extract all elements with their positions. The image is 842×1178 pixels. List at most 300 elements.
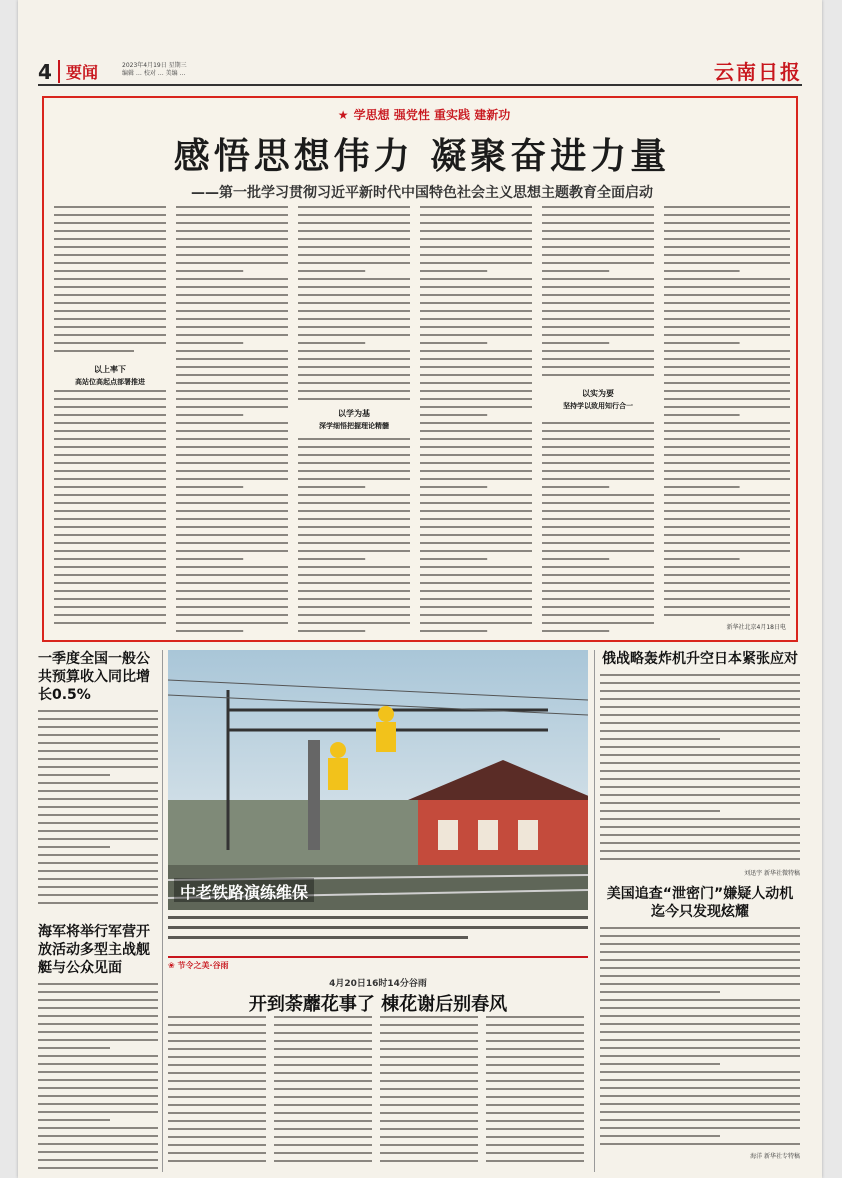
text-line: [600, 1119, 800, 1121]
text-line: [420, 230, 532, 232]
text-line: [600, 738, 720, 740]
text-line: [298, 294, 410, 296]
text-line: [380, 1056, 478, 1058]
text-line: [542, 230, 654, 232]
section-label: 要闻: [58, 60, 98, 83]
text-line: [664, 582, 790, 584]
body-text-placeholder: [176, 206, 288, 636]
text-line: [600, 826, 800, 828]
text-line: [168, 1144, 266, 1146]
text-line: [176, 222, 288, 224]
text-line: [420, 358, 532, 360]
text-line: [486, 1056, 584, 1058]
text-line: [176, 398, 288, 400]
text-line: [542, 294, 654, 296]
text-line: [298, 614, 410, 616]
text-line: [420, 342, 487, 344]
text-line: [274, 1136, 372, 1138]
text-line: [298, 278, 410, 280]
text-line: [176, 486, 243, 488]
text-line: [664, 438, 790, 440]
text-line: [542, 574, 654, 576]
date-line: 2023年4月19日 星期三: [122, 62, 187, 69]
text-line: [542, 318, 654, 320]
text-line: [380, 1040, 478, 1042]
text-line: [542, 622, 654, 624]
text-line: [298, 286, 410, 288]
text-line: [380, 1072, 478, 1074]
text-line: [542, 238, 654, 240]
text-line: [176, 566, 288, 568]
text-line: [542, 350, 654, 352]
text-line: [38, 742, 158, 744]
text-line: [420, 534, 532, 536]
text-line: [176, 278, 288, 280]
text-line: [168, 1152, 266, 1154]
text-line: [176, 454, 288, 456]
text-line: [274, 1016, 372, 1018]
text-line: [38, 1119, 110, 1121]
text-line: [298, 470, 410, 472]
text-line: [542, 334, 654, 336]
text-line: [420, 614, 532, 616]
text-line: [38, 822, 158, 824]
banner-text: 学思想 强党性 重实践 建新功: [353, 108, 511, 122]
text-line: [664, 342, 740, 344]
text-line: [176, 558, 243, 560]
text-line: [600, 674, 800, 676]
text-line: [486, 1112, 584, 1114]
text-line: [168, 1120, 266, 1122]
text-line: [600, 975, 800, 977]
text-line: [298, 334, 410, 336]
party-emblem-icon: ★: [337, 108, 349, 122]
text-line: [486, 1032, 584, 1034]
text-line: [420, 622, 532, 624]
text-line: [486, 1136, 584, 1138]
text-line: [542, 630, 609, 632]
text-line: [38, 894, 158, 896]
text-line: [664, 414, 740, 416]
text-line: [542, 430, 654, 432]
text-line: [664, 374, 790, 376]
text-line: [600, 698, 800, 700]
text-line: [274, 1160, 372, 1162]
text-line: [168, 1064, 266, 1066]
text-line: [420, 222, 532, 224]
text-line: [38, 814, 158, 816]
text-line: [600, 1007, 800, 1009]
subhead-block: [54, 358, 166, 393]
text-line: [420, 558, 487, 560]
text-line: [420, 238, 532, 240]
text-line: [176, 478, 288, 480]
text-line: [38, 886, 158, 888]
text-line: [298, 590, 410, 592]
text-line: [664, 478, 790, 480]
feature-columns: [54, 206, 790, 636]
railway-photo: [168, 650, 588, 910]
text-line: [274, 1088, 372, 1090]
feature-byline: 新华社北京4月18日电: [726, 624, 786, 631]
text-line: [664, 350, 790, 352]
text-line: [420, 438, 532, 440]
text-line: [38, 710, 158, 712]
text-line: [600, 754, 800, 756]
text-line: [600, 1127, 800, 1129]
text-line: [176, 390, 288, 392]
text-line: [38, 766, 158, 768]
text-line: [664, 566, 790, 568]
text-line: [664, 254, 790, 256]
text-line: [600, 1111, 800, 1113]
text-line: [176, 318, 288, 320]
text-line: [600, 1143, 800, 1145]
text-line: [420, 566, 532, 568]
text-line: [176, 446, 288, 448]
text-line: [176, 334, 288, 336]
text-line: [542, 422, 654, 424]
feature-column: [542, 206, 654, 636]
text-line: [420, 462, 532, 464]
text-line: [600, 746, 800, 748]
text-line: [486, 1160, 584, 1162]
text-line: [38, 806, 158, 808]
text-line: [380, 1120, 478, 1122]
text-line: [168, 1104, 266, 1106]
text-line: [420, 550, 532, 552]
feature-box: [42, 96, 798, 642]
text-line: [420, 270, 487, 272]
text-line: [298, 382, 410, 384]
text-line: [420, 334, 532, 336]
body-text-placeholder: [420, 206, 532, 636]
text-line: [600, 983, 800, 985]
text-line: [38, 758, 158, 760]
text-line: [664, 214, 790, 216]
text-line: [380, 1104, 478, 1106]
text-line: [298, 438, 410, 440]
text-line: [542, 254, 654, 256]
text-line: [420, 214, 532, 216]
text-line: [664, 614, 790, 616]
text-line: [600, 927, 800, 929]
text-line: [664, 366, 790, 368]
feature-column: [664, 206, 790, 636]
text-line: [274, 1040, 372, 1042]
text-line: [664, 510, 790, 512]
text-line: [168, 1032, 266, 1034]
text-line: [176, 574, 288, 576]
text-line: [542, 486, 609, 488]
text-line: [664, 550, 790, 552]
text-line: [420, 262, 532, 264]
text-line: [600, 1023, 800, 1025]
text-line: [664, 446, 790, 448]
text-line: [176, 382, 288, 384]
text-line: [542, 246, 654, 248]
text-line: [664, 310, 790, 312]
text-line: [600, 706, 800, 708]
text-line: [168, 1040, 266, 1042]
text-line: [168, 1136, 266, 1138]
text-line: [168, 1048, 266, 1050]
text-line: [420, 310, 532, 312]
text-line: [420, 278, 532, 280]
text-line: [664, 262, 790, 264]
text-line: [176, 526, 288, 528]
text-line: [664, 222, 790, 224]
tea-headline: 开到荼蘼花事了 棟花谢后别春风: [248, 994, 508, 1015]
story-byline: 海洋 新华社专特稿: [750, 1153, 800, 1160]
text-line: [664, 326, 790, 328]
text-line: [168, 1016, 266, 1018]
text-line: [542, 438, 654, 440]
text-line: [664, 598, 790, 600]
text-line: [298, 398, 410, 400]
text-line: [420, 374, 532, 376]
text-line: [664, 502, 790, 504]
text-line: [176, 286, 288, 288]
story-byline: 刘迅宇 新华社微特稿: [744, 870, 800, 877]
text-line: [542, 502, 654, 504]
text-line: [664, 334, 790, 336]
text-line: [420, 286, 532, 288]
text-line: [274, 1056, 372, 1058]
text-line: [420, 246, 532, 248]
subhead-title: 以实为要: [582, 389, 614, 398]
text-line: [542, 206, 654, 208]
text-line: [420, 590, 532, 592]
text-line: [298, 582, 410, 584]
text-line: [176, 254, 288, 256]
text-line: [486, 1120, 584, 1122]
text-line: [38, 1127, 158, 1129]
text-line: [298, 598, 410, 600]
text-line: [298, 510, 410, 512]
text-line: [486, 1016, 584, 1018]
text-line: [486, 1064, 584, 1066]
text-line: [38, 1023, 158, 1025]
text-line: [176, 582, 288, 584]
text-line: [298, 462, 410, 464]
text-line: [420, 454, 532, 456]
subhead-block: [542, 382, 654, 417]
text-line: [380, 1016, 478, 1018]
text-line: [420, 326, 532, 328]
text-line: [274, 1152, 372, 1154]
text-line: [486, 1144, 584, 1146]
text-line: [38, 774, 110, 776]
text-line: [38, 1159, 158, 1161]
text-line: [176, 246, 288, 248]
text-line: [274, 1128, 372, 1130]
text-line: [298, 574, 410, 576]
text-line: [664, 534, 790, 536]
text-line: [600, 951, 800, 953]
text-line: [542, 286, 654, 288]
story-headline: 一季度全国一般公共预算收入同比增长0.5%: [38, 651, 150, 703]
text-line: [420, 406, 532, 408]
text-line: [420, 510, 532, 512]
text-line: [168, 1160, 266, 1162]
text-line: [542, 590, 654, 592]
body-text-placeholder: [168, 1016, 588, 1172]
text-line: [38, 1007, 158, 1009]
leaf-icon: ❀: [168, 961, 175, 970]
text-line: [298, 222, 410, 224]
text-line: [486, 1104, 584, 1106]
text-line: [420, 494, 532, 496]
header-rule: [38, 84, 802, 86]
text-line: [274, 1096, 372, 1098]
text-line: [542, 510, 654, 512]
text-line: [380, 1128, 478, 1130]
text-line: [38, 1039, 158, 1041]
text-line: [38, 830, 158, 832]
text-line: [600, 943, 800, 945]
text-line: [176, 534, 288, 536]
text-line: [664, 238, 790, 240]
column-divider: [594, 650, 595, 1172]
text-line: [600, 682, 800, 684]
text-line: [176, 374, 288, 376]
subhead-title: 以上率下: [94, 365, 126, 374]
text-line: [38, 1087, 158, 1089]
text-line: [664, 398, 790, 400]
text-line: [664, 206, 790, 208]
text-line: [600, 858, 800, 860]
text-line: [176, 206, 288, 208]
body-text-placeholder: [38, 710, 158, 910]
text-line: [542, 566, 654, 568]
text-line: [38, 1031, 158, 1033]
text-line: [664, 302, 790, 304]
text-line: [176, 542, 288, 544]
subhead-subtitle: 坚持学以致用知行合一: [563, 402, 633, 410]
text-line: [176, 414, 243, 416]
text-line: [38, 750, 158, 752]
text-line: [38, 1063, 158, 1065]
text-line: [176, 462, 288, 464]
text-line: [298, 558, 365, 560]
feature-column: [420, 206, 532, 636]
text-line: [38, 983, 158, 985]
text-line: [274, 1048, 372, 1050]
text-line: [176, 494, 288, 496]
text-line: [420, 470, 532, 472]
text-line: [38, 1167, 158, 1169]
text-line: [176, 358, 288, 360]
text-line: [486, 1152, 584, 1154]
text-line: [600, 818, 800, 820]
text-line: [486, 1128, 584, 1130]
text-line: [600, 991, 720, 993]
text-line: [176, 302, 288, 304]
text-line: [380, 1064, 478, 1066]
text-line: [274, 1064, 372, 1066]
text-line: [168, 1112, 266, 1114]
text-line: [298, 486, 365, 488]
text-line: [38, 1095, 158, 1097]
text-line: [600, 967, 800, 969]
text-line: [600, 1055, 800, 1057]
text-line: [298, 318, 410, 320]
text-line: [600, 842, 800, 844]
text-line: [38, 1071, 158, 1073]
text-line: [274, 1080, 372, 1082]
text-line: [600, 778, 800, 780]
text-line: [542, 454, 654, 456]
text-line: [38, 1015, 158, 1017]
text-line: [600, 690, 800, 692]
text-line: [486, 1080, 584, 1082]
text-line: [420, 502, 532, 504]
story-headline: 海军将举行军营开放活动多型主战舰艇与公众见面: [38, 924, 150, 976]
text-line: [664, 486, 740, 488]
text-line: [542, 270, 609, 272]
text-line: [600, 1031, 800, 1033]
text-line: [298, 350, 410, 352]
text-line: [176, 214, 288, 216]
body-text-placeholder: [54, 206, 166, 636]
text-line: [298, 342, 365, 344]
text-line: [298, 446, 410, 448]
text-line: [298, 366, 410, 368]
text-line: [176, 270, 243, 272]
text-line: [600, 1015, 800, 1017]
text-line: [600, 786, 800, 788]
text-line: [542, 262, 654, 264]
text-line: [38, 726, 158, 728]
text-line: [298, 214, 410, 216]
text-line: [420, 294, 532, 296]
text-line: [664, 294, 790, 296]
text-line: [542, 614, 654, 616]
text-line: [664, 462, 790, 464]
text-line: [664, 406, 790, 408]
text-line: [664, 430, 790, 432]
text-line: [542, 494, 654, 496]
text-line: [38, 1111, 158, 1113]
text-line: [274, 1024, 372, 1026]
text-line: [176, 510, 288, 512]
text-line: [298, 230, 410, 232]
text-line: [176, 430, 288, 432]
page-header: [18, 0, 822, 90]
text-line: [176, 422, 288, 424]
feature-subheadline: ——第一批学习贯彻习近平新时代中国特色社会主义思想主题教育全面启动: [191, 185, 653, 201]
text-line: [298, 566, 410, 568]
text-line: [420, 390, 532, 392]
text-line: [298, 390, 410, 392]
text-line: [38, 790, 158, 792]
text-line: [600, 810, 720, 812]
text-line: [420, 518, 532, 520]
body-text-placeholder: [600, 927, 800, 1147]
text-line: [298, 518, 410, 520]
text-line: [420, 574, 532, 576]
text-line: [38, 862, 158, 864]
text-line: [600, 1087, 800, 1089]
text-line: [486, 1088, 584, 1090]
text-line: [176, 438, 288, 440]
text-line: [420, 630, 487, 632]
text-line: [420, 318, 532, 320]
text-line: [168, 1096, 266, 1098]
text-line: [274, 1112, 372, 1114]
text-line: [176, 238, 288, 240]
